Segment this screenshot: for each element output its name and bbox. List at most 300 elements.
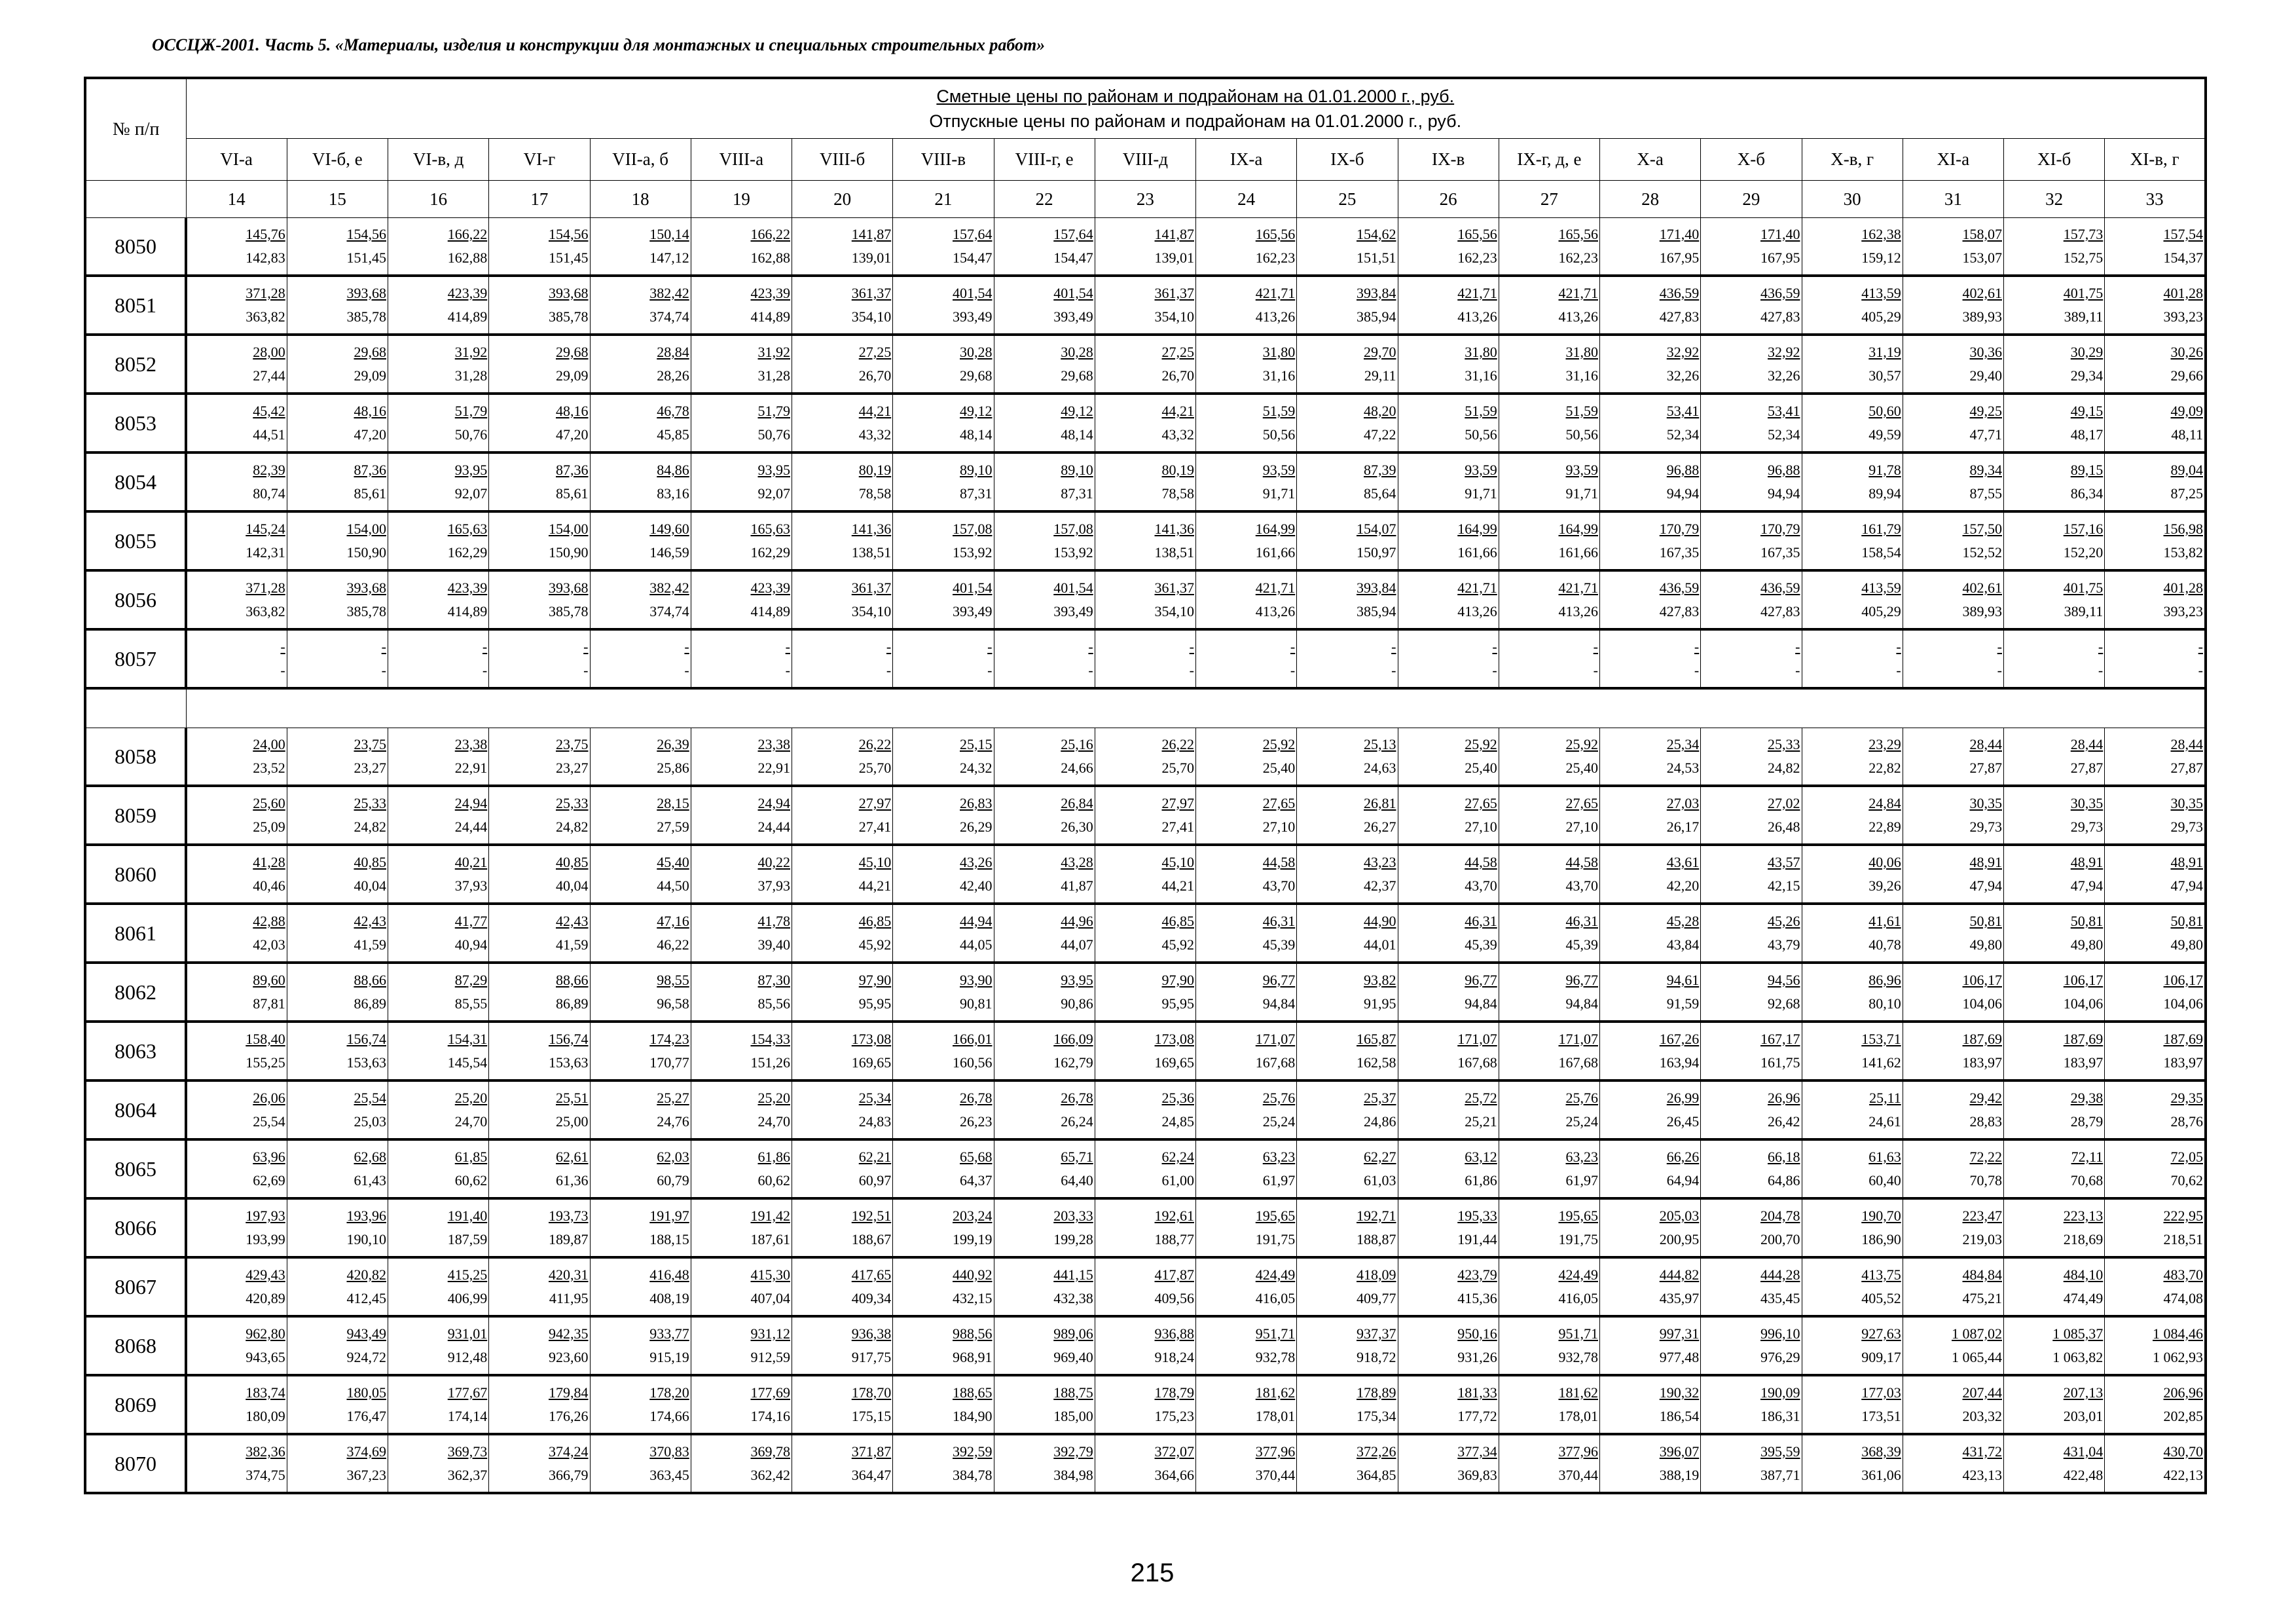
release-price: 407,04 xyxy=(750,1290,790,1306)
price-cell xyxy=(2004,904,2105,963)
release-price: 158,54 xyxy=(1861,544,1901,561)
estimated-price: 436,59 xyxy=(1659,580,1700,596)
estimated-price: 141,36 xyxy=(1154,521,1194,537)
release-price: 200,70 xyxy=(1760,1231,1800,1247)
release-price: 174,16 xyxy=(750,1408,790,1424)
release-price: - xyxy=(583,662,589,678)
release-price: 151,26 xyxy=(750,1054,790,1071)
release-price: 409,56 xyxy=(1154,1290,1194,1306)
price-cell xyxy=(994,1139,1095,1198)
estimated-price: 361,37 xyxy=(851,285,892,301)
release-price: 91,71 xyxy=(1565,485,1598,502)
price-cell xyxy=(1701,1375,1802,1434)
release-price: 94,84 xyxy=(1465,995,1497,1012)
estimated-price: 87,36 xyxy=(556,462,589,478)
first-column-header: № п/п xyxy=(85,78,186,181)
release-price: 29,73 xyxy=(2170,819,2203,835)
price-cell xyxy=(994,1375,1095,1434)
estimated-price: 420,82 xyxy=(346,1266,386,1283)
estimated-price: 88,66 xyxy=(556,972,589,988)
estimated-price: 156,74 xyxy=(549,1031,589,1047)
estimated-price: 29,38 xyxy=(2070,1090,2104,1106)
estimated-price: 32,92 xyxy=(1666,344,1700,360)
release-price: 85,55 xyxy=(454,995,488,1012)
price-cell xyxy=(1499,728,1599,786)
price-cell xyxy=(388,218,489,276)
price-cell xyxy=(590,394,691,452)
estimated-price: 167,17 xyxy=(1760,1031,1800,1047)
price-cell xyxy=(1297,1257,1398,1316)
estimated-price: 158,07 xyxy=(1962,226,2002,242)
estimated-price: 46,31 xyxy=(1465,913,1497,929)
price-cell xyxy=(994,728,1095,786)
release-price: 175,23 xyxy=(1154,1408,1194,1424)
price-cell xyxy=(186,1316,287,1375)
estimated-price: 46,31 xyxy=(1262,913,1296,929)
estimated-price: 171,07 xyxy=(1457,1031,1497,1047)
estimated-price: 28,00 xyxy=(253,344,285,360)
release-price: 389,93 xyxy=(1962,308,2002,325)
release-price: 915,19 xyxy=(649,1349,689,1365)
price-cell xyxy=(1398,570,1499,629)
price-cell xyxy=(1297,1022,1398,1080)
estimated-price: 164,99 xyxy=(1558,521,1598,537)
release-price: 414,89 xyxy=(750,603,790,619)
estimated-price: 48,91 xyxy=(2170,854,2203,870)
row-code: 8064 xyxy=(85,1080,186,1139)
price-cell xyxy=(186,1198,287,1257)
release-price: 85,56 xyxy=(757,995,790,1012)
release-price: 61,43 xyxy=(354,1172,386,1189)
price-cell xyxy=(287,1080,388,1139)
estimated-price: 171,07 xyxy=(1255,1031,1296,1047)
row-code: 8063 xyxy=(85,1022,186,1080)
estimated-price: 421,71 xyxy=(1255,580,1296,596)
estimated-price: 943,49 xyxy=(346,1325,386,1342)
estimated-price: 417,65 xyxy=(851,1266,892,1283)
row-code: 8067 xyxy=(85,1257,186,1316)
price-cell xyxy=(1600,845,1701,904)
estimated-price: 23,29 xyxy=(1868,736,1901,752)
release-price: 52,34 xyxy=(1666,426,1700,443)
estimated-price: 931,01 xyxy=(447,1325,488,1342)
price-cell xyxy=(994,276,1095,335)
estimated-price: 431,72 xyxy=(1962,1443,2002,1460)
estimated-price: 29,70 xyxy=(1364,344,1396,360)
release-price: 406,99 xyxy=(447,1290,488,1306)
release-price: 370,44 xyxy=(1558,1467,1598,1483)
estimated-price: 29,42 xyxy=(1969,1090,2002,1106)
price-cell xyxy=(287,1257,388,1316)
price-cell xyxy=(388,1080,489,1139)
estimated-price: 951,71 xyxy=(1255,1325,1296,1342)
estimated-price: 150,14 xyxy=(649,226,689,242)
estimated-price: 361,37 xyxy=(1154,285,1194,301)
release-price: 409,34 xyxy=(851,1290,892,1306)
release-price: 388,19 xyxy=(1659,1467,1700,1483)
release-price: 94,94 xyxy=(1666,485,1700,502)
price-cell xyxy=(1499,1316,1599,1375)
column-number: 28 xyxy=(1600,181,1701,218)
estimated-price: 88,66 xyxy=(354,972,386,988)
price-cell xyxy=(2004,570,2105,629)
price-cell xyxy=(1802,786,1903,845)
release-price: 60,62 xyxy=(757,1172,790,1189)
table-row xyxy=(85,904,2206,963)
release-price: 385,94 xyxy=(1357,308,1396,325)
release-price: 42,20 xyxy=(1666,877,1700,894)
price-cell xyxy=(1701,570,1802,629)
release-price: 24,66 xyxy=(1061,760,1093,776)
estimated-price: 27,03 xyxy=(1666,795,1700,811)
estimated-price: 183,74 xyxy=(246,1384,285,1401)
estimated-price: 27,65 xyxy=(1565,795,1598,811)
estimated-price: 25,16 xyxy=(1061,736,1093,752)
price-cell xyxy=(2105,1198,2206,1257)
release-price: 25,40 xyxy=(1262,760,1296,776)
price-cell xyxy=(1196,1198,1297,1257)
release-price: 142,83 xyxy=(246,249,285,266)
release-price: 413,26 xyxy=(1255,308,1296,325)
release-price: 364,85 xyxy=(1357,1467,1396,1483)
estimated-price: 25,92 xyxy=(1262,736,1296,752)
release-price: 42,15 xyxy=(1768,877,1800,894)
estimated-price: 96,88 xyxy=(1768,462,1800,478)
estimated-price: 62,24 xyxy=(1161,1149,1194,1165)
price-cell xyxy=(1802,1434,1903,1493)
price-cell xyxy=(1297,452,1398,511)
estimated-price: 93,59 xyxy=(1465,462,1497,478)
release-price: 29,09 xyxy=(556,367,589,384)
release-price: 85,61 xyxy=(556,485,589,502)
table-caption xyxy=(186,78,2206,139)
release-price: 89,94 xyxy=(1868,485,1901,502)
estimated-price: 430,70 xyxy=(2163,1443,2203,1460)
price-cell xyxy=(893,1022,994,1080)
estimated-price: 43,26 xyxy=(960,854,993,870)
release-price: 364,66 xyxy=(1154,1467,1194,1483)
price-cell xyxy=(489,1198,590,1257)
release-price: 183,97 xyxy=(2163,1054,2203,1071)
price-cell xyxy=(1499,335,1599,394)
price-cell xyxy=(1802,276,1903,335)
price-cell xyxy=(1095,904,1195,963)
release-price: 80,10 xyxy=(1868,995,1901,1012)
estimated-price: 396,07 xyxy=(1659,1443,1700,1460)
release-price: 169,65 xyxy=(1154,1054,1194,1071)
release-price: 152,75 xyxy=(2063,249,2104,266)
estimated-price: 27,65 xyxy=(1262,795,1296,811)
release-price: 170,77 xyxy=(649,1054,689,1071)
price-cell xyxy=(691,218,792,276)
estimated-price: 30,29 xyxy=(2070,344,2104,360)
release-price: 92,07 xyxy=(454,485,488,502)
release-price: 95,95 xyxy=(858,995,892,1012)
price-cell xyxy=(1499,1434,1599,1493)
release-price: 385,78 xyxy=(346,603,386,619)
price-cell xyxy=(590,904,691,963)
release-price: 31,28 xyxy=(454,367,488,384)
release-price: 145,54 xyxy=(447,1054,488,1071)
price-cell xyxy=(590,629,691,688)
release-price: 27,44 xyxy=(253,367,285,384)
row-code: 8058 xyxy=(85,728,186,786)
price-cell xyxy=(590,845,691,904)
release-price: 154,47 xyxy=(953,249,993,266)
price-cell xyxy=(388,904,489,963)
estimated-price: - xyxy=(1391,638,1396,655)
price-cell xyxy=(489,963,590,1022)
estimated-price: 44,90 xyxy=(1364,913,1396,929)
price-cell xyxy=(1600,276,1701,335)
price-cell xyxy=(1903,1139,2003,1198)
estimated-price: 46,85 xyxy=(1161,913,1194,929)
price-cell xyxy=(1600,1257,1701,1316)
price-cell xyxy=(186,1022,287,1080)
price-cell xyxy=(1903,218,2003,276)
estimated-price: 97,90 xyxy=(858,972,892,988)
release-price: 94,94 xyxy=(1768,485,1800,502)
estimated-price: 154,33 xyxy=(750,1031,790,1047)
column-header: VII-а, б xyxy=(590,139,691,181)
row-code: 8069 xyxy=(85,1375,186,1434)
price-cell xyxy=(590,1022,691,1080)
price-cell xyxy=(1297,728,1398,786)
price-cell xyxy=(388,629,489,688)
estimated-price: 26,06 xyxy=(253,1090,285,1106)
estimated-price: 87,36 xyxy=(354,462,386,478)
column-number: 16 xyxy=(388,181,489,218)
estimated-price: 1 084,46 xyxy=(2153,1325,2203,1342)
release-price: 366,79 xyxy=(549,1467,589,1483)
release-price: 147,12 xyxy=(649,249,689,266)
estimated-price: 141,87 xyxy=(1154,226,1194,242)
price-cell xyxy=(1398,1022,1499,1080)
release-price: 362,42 xyxy=(750,1467,790,1483)
estimated-price: 415,25 xyxy=(447,1266,488,1283)
price-cell xyxy=(489,728,590,786)
price-cell xyxy=(1297,1080,1398,1139)
release-price: 43,32 xyxy=(1161,426,1194,443)
release-price: 28,76 xyxy=(2170,1113,2203,1130)
release-price: 29,09 xyxy=(354,367,386,384)
estimated-price: 207,44 xyxy=(1962,1384,2002,1401)
price-cell xyxy=(1095,1080,1195,1139)
column-number: 15 xyxy=(287,181,388,218)
release-price: 40,04 xyxy=(556,877,589,894)
estimated-price: 370,83 xyxy=(649,1443,689,1460)
release-price: 167,95 xyxy=(1659,249,1700,266)
estimated-price: 25,54 xyxy=(354,1090,386,1106)
estimated-price: 423,39 xyxy=(447,580,488,596)
estimated-price: 187,69 xyxy=(1962,1031,2002,1047)
release-price: - xyxy=(1189,662,1194,678)
price-cell xyxy=(691,1375,792,1434)
price-cell xyxy=(590,570,691,629)
price-cell xyxy=(691,629,792,688)
estimated-price: 25,76 xyxy=(1262,1090,1296,1106)
release-price: 185,00 xyxy=(1053,1408,1093,1424)
price-cell xyxy=(1600,1080,1701,1139)
release-price: 161,66 xyxy=(1255,544,1296,561)
price-cell xyxy=(287,1022,388,1080)
release-price: 25,24 xyxy=(1565,1113,1598,1130)
estimated-price: 96,77 xyxy=(1465,972,1497,988)
release-price: 104,06 xyxy=(2063,995,2104,1012)
estimated-price: 141,87 xyxy=(851,226,892,242)
estimated-price: 177,67 xyxy=(447,1384,488,1401)
price-cell xyxy=(1802,845,1903,904)
table-row xyxy=(85,511,2206,570)
column-number: 32 xyxy=(2004,181,2105,218)
price-cell xyxy=(1297,511,1398,570)
release-price: 28,26 xyxy=(657,367,689,384)
estimated-price: 93,95 xyxy=(1061,972,1093,988)
price-cell xyxy=(388,1316,489,1375)
price-cell xyxy=(1095,452,1195,511)
release-price: 27,87 xyxy=(2170,760,2203,776)
column-number: 17 xyxy=(489,181,590,218)
price-cell xyxy=(2004,452,2105,511)
price-cell xyxy=(994,845,1095,904)
price-cell xyxy=(590,335,691,394)
price-table xyxy=(84,77,2207,1494)
estimated-price: 942,35 xyxy=(549,1325,589,1342)
release-price: 389,11 xyxy=(2064,308,2104,325)
price-cell xyxy=(1398,1257,1499,1316)
estimated-price: 50,81 xyxy=(2070,913,2104,929)
estimated-price: 47,16 xyxy=(657,913,689,929)
release-price: 91,95 xyxy=(1364,995,1396,1012)
price-cell xyxy=(388,276,489,335)
price-cell xyxy=(186,1434,287,1493)
price-cell xyxy=(590,1080,691,1139)
price-cell xyxy=(1398,786,1499,845)
price-cell xyxy=(994,904,1095,963)
column-header: X-в, г xyxy=(1802,139,1903,181)
price-cell xyxy=(1196,394,1297,452)
release-price: 70,62 xyxy=(2170,1172,2203,1189)
release-price: 23,27 xyxy=(556,760,589,776)
estimated-price: 157,16 xyxy=(2063,521,2104,537)
price-cell xyxy=(489,845,590,904)
release-price: - xyxy=(381,662,386,678)
price-cell xyxy=(590,1139,691,1198)
price-cell xyxy=(590,728,691,786)
release-price: 45,92 xyxy=(858,936,892,953)
price-cell xyxy=(1095,511,1195,570)
price-cell xyxy=(590,963,691,1022)
price-cell xyxy=(1802,1198,1903,1257)
estimated-price: 171,40 xyxy=(1659,226,1700,242)
estimated-price: 424,49 xyxy=(1558,1266,1598,1283)
estimated-price: 401,54 xyxy=(1053,580,1093,596)
estimated-price: 26,39 xyxy=(657,736,689,752)
price-cell xyxy=(2105,1080,2206,1139)
price-cell xyxy=(1701,904,1802,963)
estimated-price: 49,09 xyxy=(2170,403,2203,419)
release-price: 86,89 xyxy=(556,995,589,1012)
price-cell xyxy=(691,845,792,904)
release-price: - xyxy=(1593,662,1598,678)
release-price: 64,94 xyxy=(1666,1172,1700,1189)
release-price: 188,15 xyxy=(649,1231,689,1247)
release-price: 977,48 xyxy=(1659,1349,1700,1365)
release-price: 39,40 xyxy=(757,936,790,953)
price-cell xyxy=(489,276,590,335)
column-header: VIII-д xyxy=(1095,139,1195,181)
estimated-price: 72,11 xyxy=(2071,1149,2104,1165)
price-cell xyxy=(1802,570,1903,629)
table-row xyxy=(85,629,2206,688)
price-cell xyxy=(590,1375,691,1434)
estimated-price: 421,71 xyxy=(1457,580,1497,596)
price-cell xyxy=(1196,218,1297,276)
estimated-price: 157,54 xyxy=(2163,226,2203,242)
release-price: 95,95 xyxy=(1161,995,1194,1012)
price-cell xyxy=(388,1375,489,1434)
estimated-price: - xyxy=(785,638,790,655)
price-cell xyxy=(792,1257,893,1316)
estimated-price: 30,28 xyxy=(960,344,993,360)
release-price: 47,20 xyxy=(556,426,589,443)
price-cell xyxy=(2004,1434,2105,1493)
estimated-price: 27,97 xyxy=(858,795,892,811)
release-price: 976,29 xyxy=(1760,1349,1800,1365)
release-price: 174,14 xyxy=(447,1408,488,1424)
estimated-price: - xyxy=(1593,638,1598,655)
estimated-price: 192,71 xyxy=(1357,1208,1396,1224)
price-cell xyxy=(1600,629,1701,688)
release-price: 385,78 xyxy=(346,308,386,325)
price-cell xyxy=(1095,335,1195,394)
estimated-price: 97,90 xyxy=(1161,972,1194,988)
estimated-price: 193,96 xyxy=(346,1208,386,1224)
release-price: 27,10 xyxy=(1262,819,1296,835)
price-cell xyxy=(2004,1198,2105,1257)
release-price: 415,36 xyxy=(1457,1290,1497,1306)
estimated-price: 484,10 xyxy=(2063,1266,2104,1283)
estimated-price: 42,88 xyxy=(253,913,285,929)
price-cell xyxy=(2004,845,2105,904)
price-cell xyxy=(2105,394,2206,452)
price-cell xyxy=(792,276,893,335)
release-price: 23,27 xyxy=(354,760,386,776)
price-cell xyxy=(1297,1198,1398,1257)
price-cell xyxy=(287,904,388,963)
release-price: 374,74 xyxy=(649,603,689,619)
price-cell xyxy=(287,570,388,629)
column-header: VI-в, д xyxy=(388,139,489,181)
price-cell xyxy=(2105,276,2206,335)
estimated-price: 49,15 xyxy=(2070,403,2104,419)
price-cell xyxy=(1903,963,2003,1022)
estimated-price: 431,04 xyxy=(2063,1443,2104,1460)
estimated-price: 436,59 xyxy=(1760,285,1800,301)
price-cell xyxy=(388,1434,489,1493)
estimated-price: 181,33 xyxy=(1457,1384,1497,1401)
price-cell xyxy=(1499,452,1599,511)
release-price: 412,45 xyxy=(346,1290,386,1306)
estimated-price: 423,79 xyxy=(1457,1266,1497,1283)
estimated-price: 25,51 xyxy=(556,1090,589,1106)
estimated-price: 61,86 xyxy=(757,1149,790,1165)
release-price: 167,68 xyxy=(1558,1054,1598,1071)
release-price: 40,46 xyxy=(253,877,285,894)
estimated-price: 41,61 xyxy=(1868,913,1901,929)
estimated-price: 24,94 xyxy=(454,795,488,811)
release-price: 49,59 xyxy=(1868,426,1901,443)
